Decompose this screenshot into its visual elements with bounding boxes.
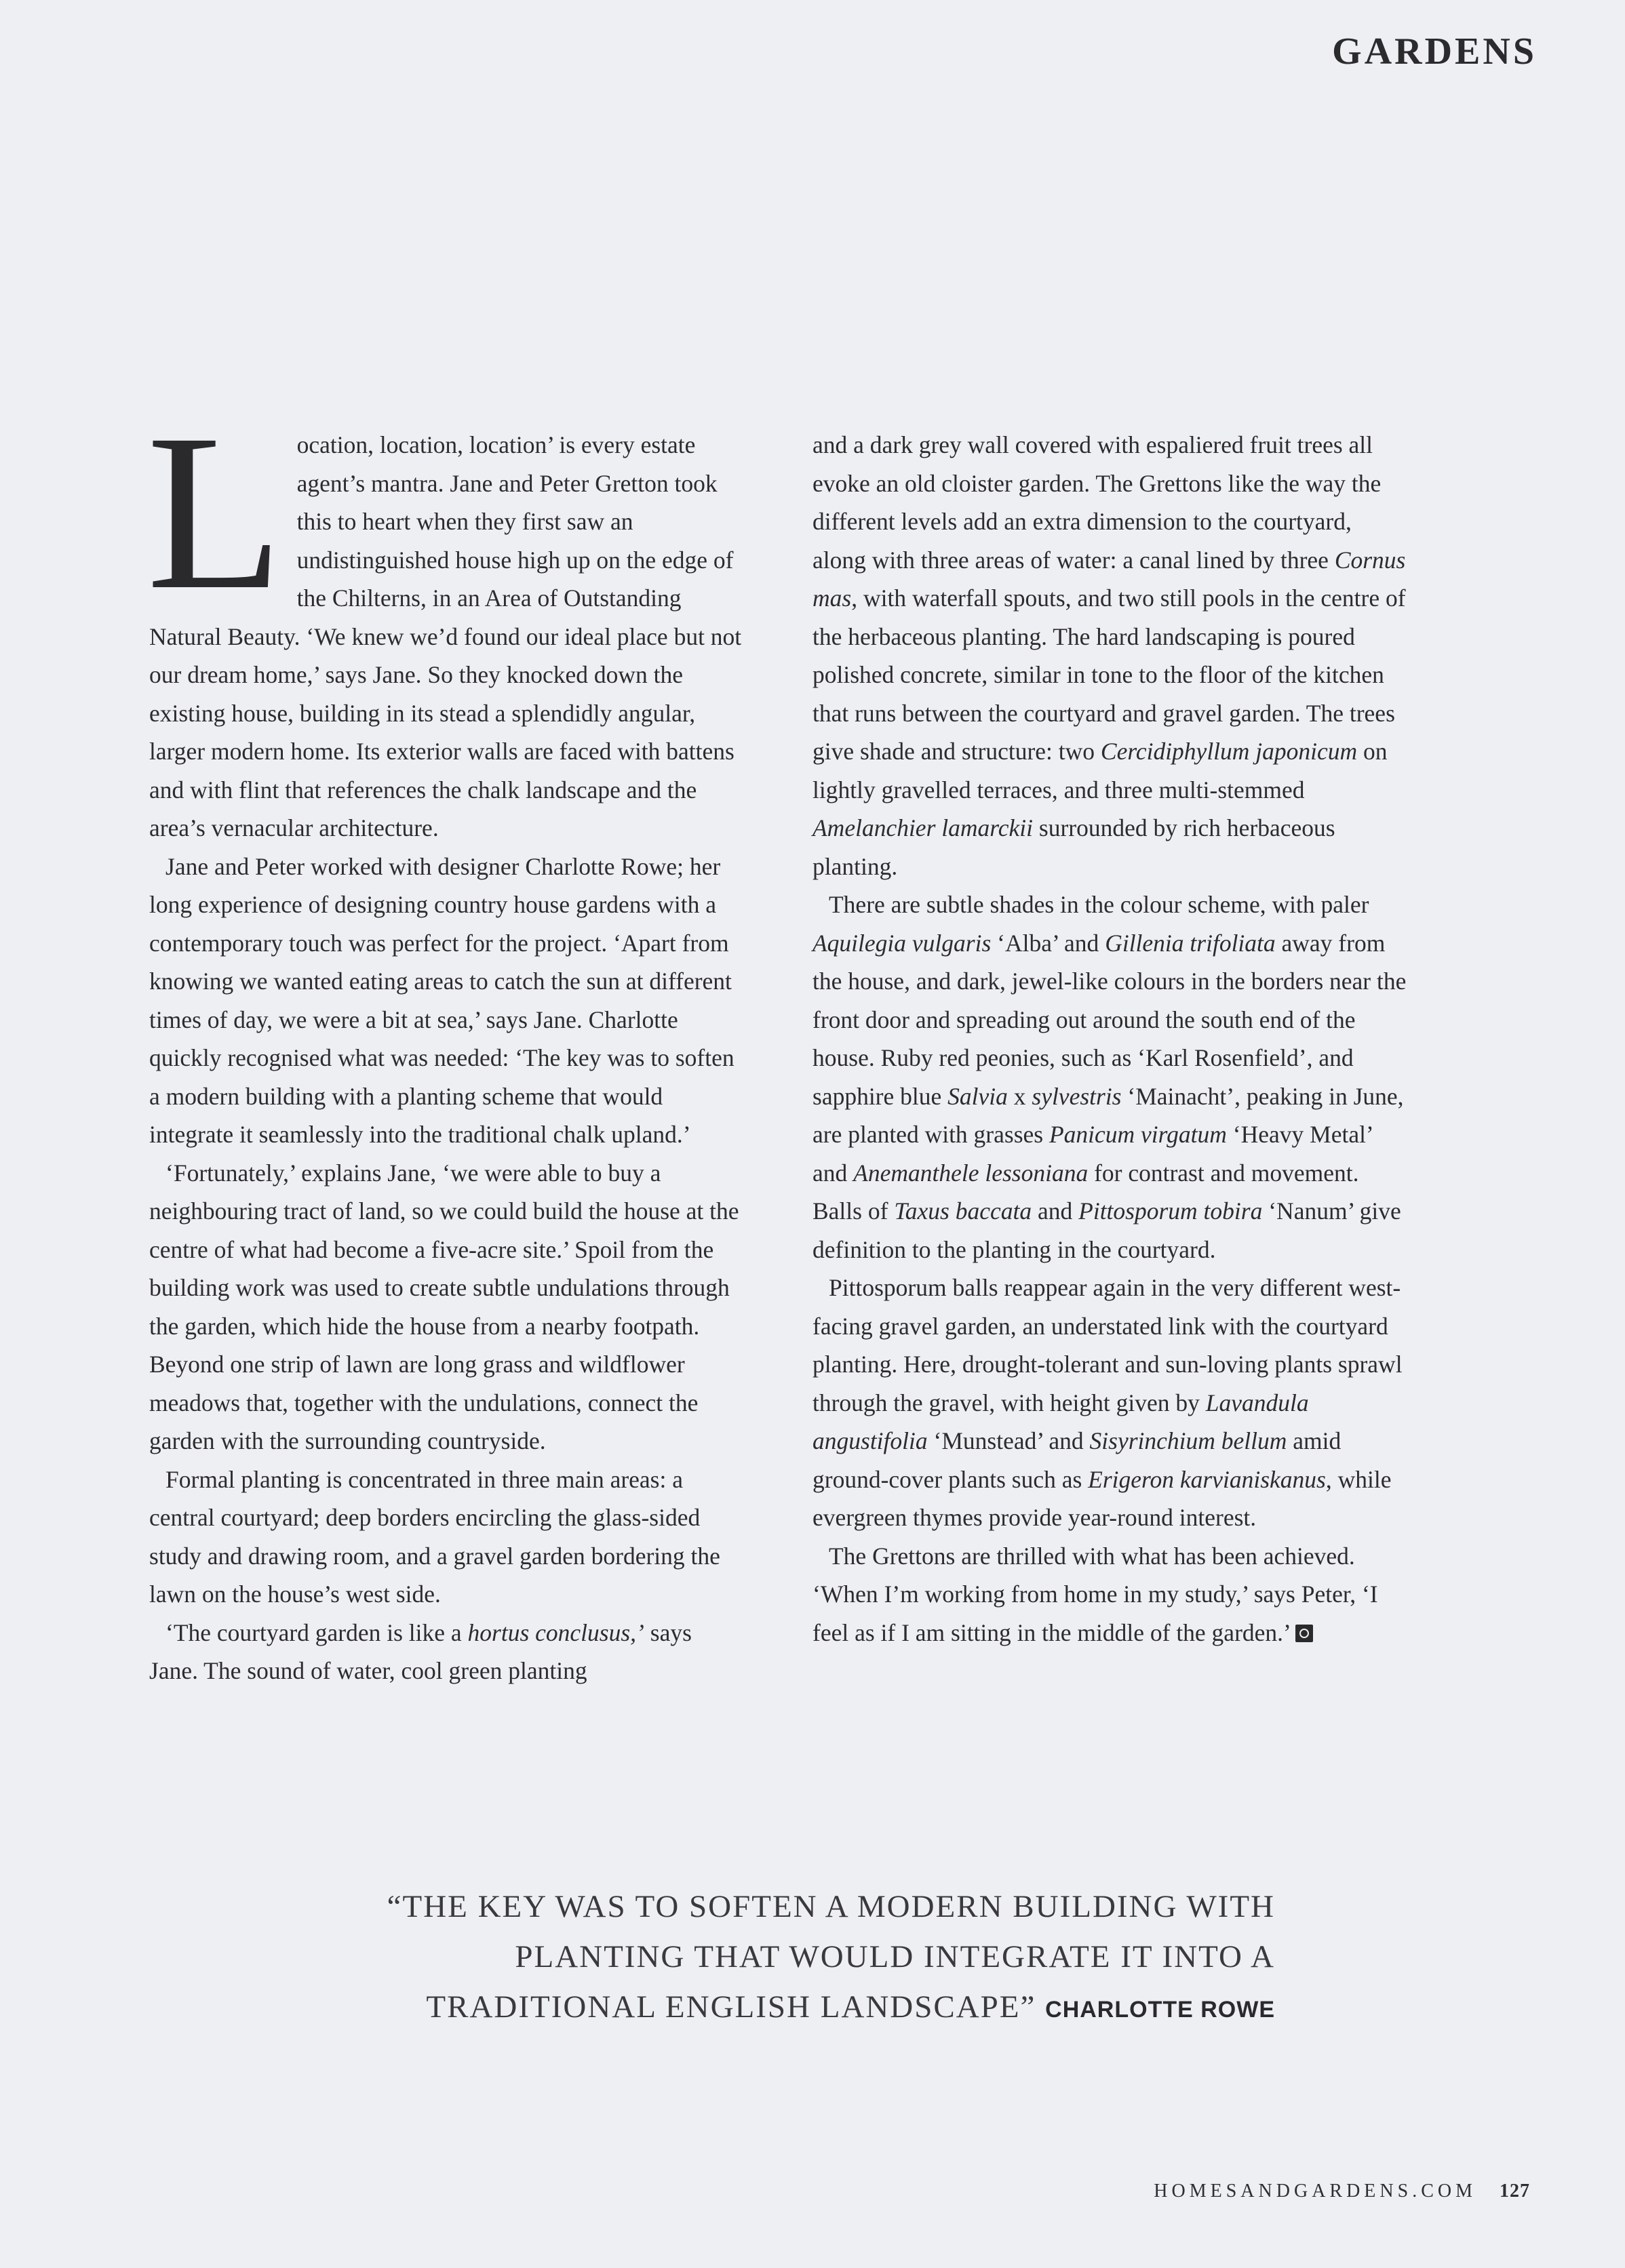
pull-quote-text: “THE KEY WAS TO SOFTEN A MODERN BUILDING WITH PLANTING THAT WOULD INTEGRATE IT INTO A TRADITIONAL ENGLISH LANDSCAPE” [387,1889,1275,2025]
paragraph-text: ‘Munstead’ and [927,1427,1090,1454]
paragraph-text: ‘The courtyard garden is like a [165,1618,468,1646]
paragraph-1 [146,389,746,848]
paragraph-4: Formal planting is concentrated in three main areas: a central courtyard; deep borders encircling the glass-sided study and drawing room, and a gravel garden bordering the lawn on the house’s west side. [149,1465,720,1608]
latin-term: hortus conclusus,’ [467,1618,644,1646]
paragraph-text: surrounded by rich herbaceous planting. [812,814,1335,880]
footer-site: HOMESANDGARDENS.COM [1154,2181,1476,2202]
page-number: 127 [1500,2181,1530,2202]
paragraph-7 [812,886,1409,1269]
paragraph-3: ‘Fortunately,’ explains Jane, ‘we were able to buy a neighbouring tract of land, so we could build the house at the centre of what had become a five-acre site.’ Spoil from the building work was used to create subtle undulations through the garden, which hide the house from a nearby footpath. Beyond one strip of lawn are long grass and wildflower meadows that, together with the undulations, connect the garden with the surrounding countryside. [149,1159,739,1454]
paragraph-text: and a dark grey wall covered with espaliered fruit trees all evoke an old cloister garden. The Grettons like the way the different levels add an extra dimension to the courtyard, along with three areas of water: a canal lined by three [812,431,1382,574]
paragraph-text: away from the house, and dark, jewel-like colours in the borders near the front door and spreading out around the south end of the house. Ruby red peonies, such as ‘Karl Rosenfield’, and sapphire blue [812,929,1407,1110]
latin-term: Panicum virgatum [1049,1121,1227,1148]
paragraph-text: for contrast and movement. Balls of [812,1159,1359,1225]
latin-term: Amelanchier lamarckii [812,814,1033,841]
paragraph-text: Pittosporum balls reappear again in the very different west-facing gravel garden, an understated link with the courtyard planting. Here, drought-tolerant and sun-loving plants sprawl through the gravel, with height given by [812,1274,1403,1416]
paragraph-2: Jane and Peter worked with designer Charlotte Rowe; her long experience of designing country house gardens with a contemporary touch was perfect for the project. ‘Apart from knowing we wanted eating areas to catch the sun at different times of day, we were a bit at sea,’ says Jane. Charlotte quickly recognised what was needed: ‘The key was to soften a modern building with a planting scheme that would integrate it seamlessly into the traditional chalk upland.’ [149,852,735,1148]
latin-term: Aquilegia vulgaris [812,929,992,957]
article-column-right [812,426,1409,1652]
latin-term: Lavandula angustifolia [812,1389,1309,1454]
paragraph-text: says Jane. The sound of water, cool green planting [149,1618,692,1684]
section-label: GARDENS [1332,31,1537,73]
paragraph-8 [812,1269,1409,1537]
pull-quote [319,1882,1275,2035]
paragraph-text: There are subtle shades in the colour scheme, with paler [829,891,1369,918]
paragraph-text: ‘Mainacht’, peaking in June, are planted with grasses [812,1082,1404,1148]
paragraph-9 [812,1537,1409,1652]
latin-term: sylvestris [1032,1082,1122,1110]
paragraph-text: , with waterfall spouts, and two still pools in the centre of the herbaceous planting. The hard landscaping is poured polished concrete, similar in tone to the floor of the kitchen that runs between the courtyard and gravel garden. The trees give shade and structure: two [812,584,1406,765]
pull-quote-credit: CHARLOTTE ROWE [1045,1997,1275,2023]
latin-term: Pittosporum tobira [1078,1197,1263,1225]
latin-term: Salvia [947,1082,1008,1110]
paragraph-6 [812,426,1409,886]
paragraph-text: ‘Alba’ and [991,929,1105,957]
paragraph-text: amid ground-cover plants such as [812,1427,1342,1493]
latin-term: Anemanthele lessoniana [853,1159,1089,1187]
latin-term: Gillenia trifoliata [1105,929,1276,957]
paragraph-text: ocation, location, location’ is every estate agent’s mantra. Jane and Peter Gretton took this to heart when they first saw an undistinguished house high up on the edge of the Chilterns, in an Area of Outstanding Natural Beauty. ‘We knew we’d found our ideal place but not our dream home,’ says Jane. So they knocked down the existing house, building in its stead a splendidly angular, larger modern home. Its exterior walls are faced with battens and with flint that references the chalk landscape and the area’s vernacular architecture. [149,431,742,841]
paragraph-text: ‘Nanum’ give definition to the planting in the courtyard. [812,1197,1401,1263]
page-footer [1154,2181,1530,2202]
end-mark-icon [1295,1625,1313,1642]
paragraph-text: The Grettons are thrilled with what has been achieved. ‘When I’m working from home in my study,’ says Peter, ‘I feel as if I am sitting in the middle of the garden.’ [812,1542,1378,1646]
latin-term: Erigeron karvianiskanus [1088,1465,1326,1493]
latin-term: Taxus baccata [894,1197,1032,1225]
paragraph-text: x [1007,1082,1032,1110]
article-column-left [146,389,746,1690]
paragraph-text: on lightly gravelled terraces, and three multi-stemmed [812,738,1388,803]
latin-term: Cercidiphyllum japonicum [1100,738,1358,765]
paragraph-text: , while evergreen thymes provide year-round interest. [812,1465,1392,1531]
paragraph-5 [149,1614,746,1690]
latin-term: Cornus mas [812,546,1406,612]
paragraph-text: and [1032,1197,1079,1225]
latin-term: Sisyrinchium bellum [1089,1427,1287,1454]
paragraph-text: ‘Heavy Metal’ and [812,1121,1373,1187]
drop-cap: L [146,389,283,636]
